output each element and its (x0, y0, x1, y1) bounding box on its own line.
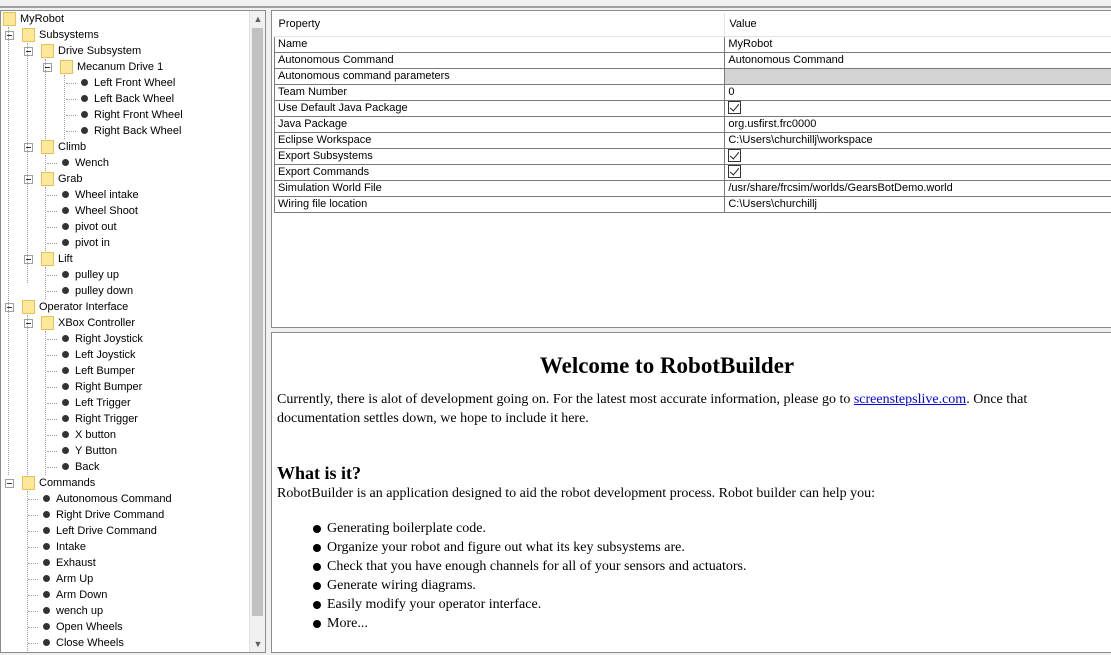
bullet-icon (81, 79, 88, 86)
tree-item[interactable] (1, 171, 250, 187)
tree-item[interactable] (1, 427, 250, 443)
tree-connector (47, 275, 57, 276)
robot-tree-panel[interactable] (0, 10, 266, 653)
property-name: Use Default Java Package (275, 100, 725, 116)
bullet-icon (43, 527, 50, 534)
property-checkbox-cell[interactable] (725, 148, 1111, 164)
property-column-header[interactable]: Property (275, 13, 725, 36)
property-name: Export Subsystems (275, 148, 725, 164)
property-checkbox-cell[interactable] (725, 164, 1111, 180)
checkbox-checked-icon[interactable] (728, 101, 741, 114)
bullet-icon (62, 447, 69, 454)
tree-item-label: Left Back Wheel (94, 93, 175, 105)
tree-connector (47, 211, 57, 212)
tree-item[interactable] (1, 635, 250, 651)
tree-item[interactable] (1, 491, 250, 507)
tree-item-label: MyRobot (20, 13, 65, 25)
property-name: Team Number (275, 84, 725, 100)
bullet-icon (62, 191, 69, 198)
property-value[interactable]: C:\Users\churchillj (725, 196, 1111, 212)
property-value[interactable]: MyRobot (725, 36, 1111, 52)
tree-guide-line (45, 331, 46, 475)
tree-item-label: wench up (56, 605, 104, 617)
tree-guide-line (45, 59, 46, 139)
tree-item[interactable] (1, 155, 250, 171)
folder-icon (41, 44, 54, 58)
bullet-icon (62, 223, 69, 230)
value-column-header[interactable]: Value (725, 13, 1111, 36)
tree-item-label: pulley up (75, 269, 120, 281)
tree-connector (47, 387, 57, 388)
tree-item-label: Right Bumper (75, 381, 143, 393)
tree-connector (47, 467, 57, 468)
tree-connector (47, 355, 57, 356)
tree-item-label: Operator Interface (39, 301, 129, 313)
bullet-icon (43, 495, 50, 502)
tree-item-label: Autonomous Command (56, 493, 172, 505)
what-is-it-text: RobotBuilder is an application designed to aid the robot development process. Robot builder can help you: (277, 486, 875, 501)
bullet-icon (62, 399, 69, 406)
tree-item[interactable] (1, 91, 250, 107)
tree-connector (47, 419, 57, 420)
scroll-down-icon[interactable]: ▼ (253, 639, 263, 649)
bullet-icon (62, 207, 69, 214)
property-row[interactable] (275, 68, 1111, 84)
bullet-icon (62, 335, 69, 342)
tree-item[interactable] (1, 475, 250, 491)
tree-connector (66, 99, 76, 100)
property-row[interactable] (275, 84, 1111, 100)
bullet-icon (62, 415, 69, 422)
tree-connector (28, 627, 38, 628)
tree-item-label: pivot in (75, 237, 110, 249)
tree-connector (28, 595, 38, 596)
feature-list-item: More... (312, 614, 747, 633)
tree-item[interactable] (1, 443, 250, 459)
tree-connector (47, 403, 57, 404)
bullet-icon (62, 367, 69, 374)
tree-item-label: Left Front Wheel (94, 77, 176, 89)
scroll-thumb[interactable] (252, 28, 263, 616)
properties-panel (271, 10, 1111, 328)
bullet-icon (81, 111, 88, 118)
bullet-icon (43, 559, 50, 566)
bullet-icon (43, 575, 50, 582)
tree-item[interactable] (1, 43, 250, 59)
tree-item[interactable] (1, 619, 250, 635)
tree-item-label: Left Joystick (75, 349, 136, 361)
tree-connector (66, 83, 76, 84)
tree-item-label: Left Bumper (75, 365, 135, 377)
tree-item-label: Right Trigger (75, 413, 138, 425)
what-is-it-heading: What is it? (277, 463, 362, 483)
menu-separator (0, 6, 1111, 8)
property-row[interactable] (275, 36, 1111, 52)
tree-item[interactable] (1, 571, 250, 587)
tree-connector (28, 515, 38, 516)
property-name: Autonomous command parameters (275, 68, 725, 84)
tree-connector (28, 547, 38, 548)
welcome-title: Welcome to RobotBuilder (539, 353, 795, 378)
tree-guide-line (8, 27, 9, 475)
folder-icon (22, 476, 35, 490)
collapse-toggle-icon[interactable] (24, 143, 33, 152)
tree-item[interactable] (1, 299, 250, 315)
tree-item-label: Left Drive Command (56, 525, 157, 537)
intro-text: Currently, there is alot of development going on. For the latest most accurate information, please go to (277, 392, 854, 407)
screenstepslive-link[interactable]: screenstepslive.com (853, 392, 967, 407)
tree-connector (47, 339, 57, 340)
tree-item-label: Intake (56, 541, 86, 553)
tree-item-label: Wheel Shoot (75, 205, 138, 217)
bullet-icon (62, 431, 69, 438)
tree-item-label: Wheel intake (75, 189, 139, 201)
tree-item[interactable] (1, 539, 250, 555)
folder-icon (60, 60, 73, 74)
folder-icon (41, 172, 54, 186)
collapse-toggle-icon[interactable] (24, 319, 33, 328)
property-row[interactable] (275, 196, 1111, 212)
property-value[interactable]: org.usfirst.frc0000 (725, 116, 1111, 132)
tree-connector (28, 611, 38, 612)
feature-list-item: Generating boilerplate code. (312, 519, 747, 538)
tree-connector (47, 371, 57, 372)
tree-item[interactable] (1, 123, 250, 139)
tree-item-label: Y Button (75, 445, 117, 457)
tree-item-label: Right Drive Command (56, 509, 165, 521)
checkbox-checked-icon[interactable] (728, 149, 741, 162)
tree-guide-line (64, 75, 65, 139)
tree-item-label: Left Trigger (75, 397, 131, 409)
tree-item[interactable] (1, 507, 250, 523)
folder-icon (41, 140, 54, 154)
tree-item-label: Arm Up (56, 573, 94, 585)
tree-item-label: X button (75, 429, 116, 441)
folder-icon (41, 252, 54, 266)
bullet-icon (43, 607, 50, 614)
tree-item[interactable] (1, 283, 250, 299)
tree-item[interactable] (1, 395, 250, 411)
tree-guide-line (27, 315, 28, 475)
menu-text-fragment (0, 0, 200, 3)
tree-guide-line (27, 491, 28, 651)
tree-item[interactable] (1, 603, 250, 619)
tree-vertical-scrollbar[interactable] (249, 11, 265, 652)
property-row[interactable] (275, 180, 1111, 196)
menu-bar-clipped (0, 0, 1111, 8)
property-name: Java Package (275, 116, 725, 132)
property-checkbox-cell[interactable] (725, 100, 1111, 116)
tree-item[interactable] (1, 331, 250, 347)
tree-connector (28, 499, 38, 500)
property-name: Name (275, 36, 725, 52)
tree-connector (66, 115, 76, 116)
bullet-icon (62, 351, 69, 358)
tree-item-label: Close Wheels (56, 637, 124, 649)
tree-item[interactable] (1, 363, 250, 379)
feature-list-item: Generate wiring diagrams. (312, 576, 747, 595)
folder-icon (22, 300, 35, 314)
bullet-icon (43, 511, 50, 518)
tree-connector (28, 579, 38, 580)
bullet-icon (62, 383, 69, 390)
tree-item[interactable] (1, 139, 250, 155)
tree-item-label: Lift (58, 253, 73, 265)
tree-item-label: XBox Controller (58, 317, 136, 329)
tree-connector (28, 563, 38, 564)
collapse-toggle-icon[interactable] (5, 31, 14, 40)
bullet-icon (43, 623, 50, 630)
property-name: Wiring file location (275, 196, 725, 212)
tree-item[interactable] (1, 555, 250, 571)
collapse-toggle-icon[interactable] (5, 303, 14, 312)
tree-item[interactable] (1, 267, 250, 283)
tree-connector (28, 643, 38, 644)
property-row[interactable] (275, 164, 1111, 180)
bullet-icon (62, 271, 69, 278)
bullet-icon (62, 239, 69, 246)
property-name: Export Commands (275, 164, 725, 180)
tree-guide-line (45, 155, 46, 171)
scroll-up-icon[interactable]: ▲ (253, 14, 263, 24)
folder-icon (3, 12, 16, 26)
tree-item[interactable] (1, 59, 250, 75)
tree-item[interactable] (1, 251, 250, 267)
tree-item[interactable] (1, 11, 250, 27)
properties-table (274, 13, 1111, 213)
tree-item[interactable] (1, 411, 250, 427)
tree-item-label: Commands (39, 477, 96, 489)
property-name: Simulation World File (275, 180, 725, 196)
tree-connector (47, 435, 57, 436)
tree-item-label: Mecanum Drive 1 (77, 61, 164, 73)
tree-item-label: Open Wheels (56, 621, 123, 633)
tree-item-label: Climb (58, 141, 87, 153)
tree-item-label: Drive Subsystem (58, 45, 142, 57)
tree-item[interactable] (1, 587, 250, 603)
tree-item-label: Wench (75, 157, 110, 169)
tree-guide-line (27, 43, 28, 283)
bullet-icon (62, 159, 69, 166)
property-name: Eclipse Workspace (275, 132, 725, 148)
collapse-toggle-icon[interactable] (5, 479, 14, 488)
tree-item-label: Right Back Wheel (94, 125, 182, 137)
tree-guide-line (45, 267, 46, 299)
property-row[interactable] (275, 116, 1111, 132)
tree-connector (47, 243, 57, 244)
collapse-toggle-icon[interactable] (24, 47, 33, 56)
tree-item-label: Right Joystick (75, 333, 143, 345)
tree-item[interactable] (1, 315, 250, 331)
property-value[interactable]: Autonomous Command (725, 52, 1111, 68)
tree-connector (47, 163, 57, 164)
property-value[interactable]: C:\Users\churchillj\workspace (725, 132, 1111, 148)
tree-guide-line (45, 187, 46, 251)
tree-item-label: pulley down (75, 285, 134, 297)
tree-item[interactable] (1, 347, 250, 363)
intro-paragraph (277, 390, 1067, 428)
tree-item[interactable] (1, 235, 250, 251)
tree-connector (47, 291, 57, 292)
bullet-icon (43, 591, 50, 598)
tree-connector (47, 451, 57, 452)
checkbox-checked-icon[interactable] (728, 165, 741, 178)
feature-list-item: Organize your robot and figure out what its key subsystems are. (312, 538, 747, 557)
bullet-icon (62, 287, 69, 294)
folder-icon (22, 28, 35, 42)
property-row[interactable] (275, 100, 1111, 116)
tree-item-label: Subsystems (39, 29, 99, 41)
property-row[interactable] (275, 132, 1111, 148)
tree-item[interactable] (1, 379, 250, 395)
folder-icon (41, 316, 54, 330)
feature-list (312, 519, 747, 633)
tree-item[interactable] (1, 27, 250, 43)
tree-item-label: Exhaust (56, 557, 96, 569)
property-value[interactable]: /usr/share/frcsim/worlds/GearsBotDemo.world (725, 180, 1111, 196)
tree-connector (47, 227, 57, 228)
bullet-icon (62, 463, 69, 470)
tree-item[interactable] (1, 523, 250, 539)
bullet-icon (43, 639, 50, 646)
property-name: Autonomous Command (275, 52, 725, 68)
tree-item[interactable] (1, 219, 250, 235)
collapse-toggle-icon[interactable] (24, 175, 33, 184)
tree-item[interactable] (1, 75, 250, 91)
bullet-icon (81, 95, 88, 102)
tree-connector (47, 195, 57, 196)
property-value[interactable]: 0 (725, 84, 1111, 100)
tree-connector (66, 131, 76, 132)
tree-item-label: Right Front Wheel (94, 109, 183, 121)
tree-item[interactable] (1, 203, 250, 219)
property-value-disabled[interactable] (725, 68, 1111, 84)
tree-item[interactable] (1, 459, 250, 475)
tree-item[interactable] (1, 107, 250, 123)
property-row[interactable] (275, 148, 1111, 164)
bullet-icon (43, 543, 50, 550)
collapse-toggle-icon[interactable] (24, 255, 33, 264)
tree-item-label: pivot out (75, 221, 117, 233)
tree-item-label: Back (75, 461, 100, 473)
tree-item-label: Grab (58, 173, 83, 185)
tree-item[interactable] (1, 187, 250, 203)
welcome-document (271, 332, 1111, 653)
property-row[interactable] (275, 52, 1111, 68)
tree-connector (28, 531, 38, 532)
feature-list-item: Check that you have enough channels for all of your sensors and actuators. (312, 557, 747, 576)
feature-list-item: Easily modify your operator interface. (312, 595, 747, 614)
intro-text-tail: . Once that documentation settles down, we hope to include it here. (277, 392, 1028, 426)
tree-item-label: Arm Down (56, 589, 108, 601)
bullet-icon (81, 127, 88, 134)
